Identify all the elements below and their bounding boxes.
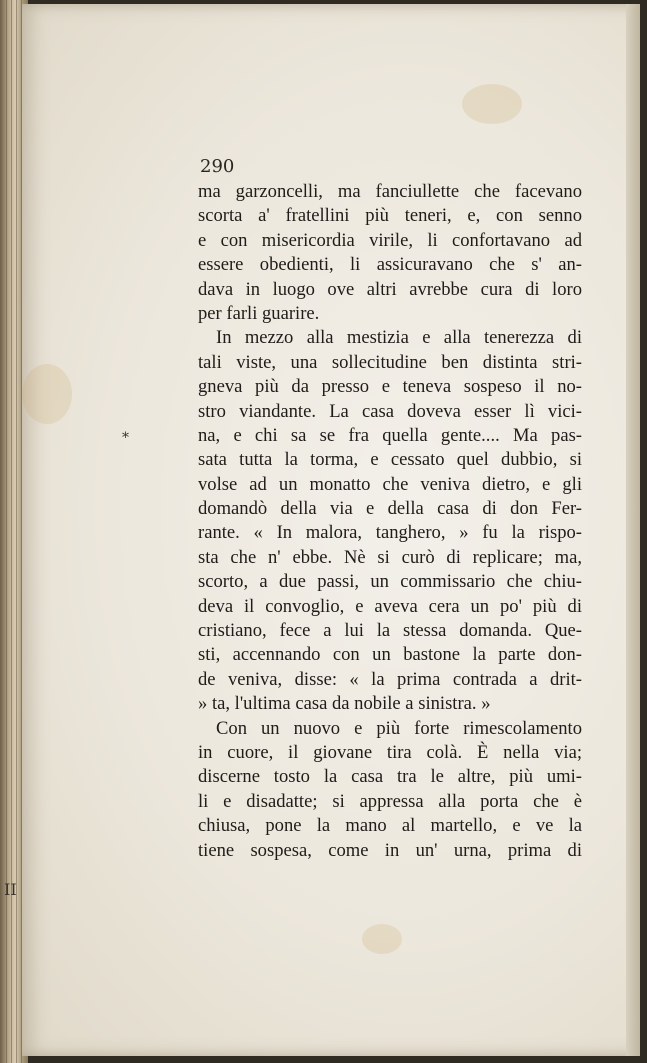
text-line: tiene sospesa, come in un' urna, prima di xyxy=(198,839,582,861)
text-line: In mezzo alla mestizia e alla tenerezza di xyxy=(216,327,582,349)
text-line: sta che n' ebbe. Nè si curò di replicare; ma, xyxy=(198,546,582,568)
text-line: sti, accennando con un bastone la parte don- xyxy=(198,644,582,666)
text-line: Con un nuovo e più forte rimescolamento xyxy=(216,717,582,739)
text-line: discerne tosto la casa tra le altre, più umi- xyxy=(198,766,582,788)
text-line: dava in luogo ove altri avrebbe cura di loro xyxy=(198,278,582,300)
text-line: stro viandante. La casa doveva esser lì vici- xyxy=(198,400,582,422)
text-line: deva il convoglio, e aveva cera un po' più di xyxy=(198,595,582,617)
text-line: li e disadatte; si appressa alla porta che è xyxy=(198,790,582,812)
text-line: in cuore, il giovane tira colà. È nella via; xyxy=(198,741,582,763)
text-line: scorto, a due passi, un commissario che chiu- xyxy=(198,571,582,593)
text-line: » ta, l'ultima casa da nobile a sinistra. » xyxy=(198,693,491,715)
text-line: essere obedienti, li assicuravano che s' an- xyxy=(198,254,582,276)
text-line: cristiano, fece a lui la stessa domanda. Que- xyxy=(198,620,582,642)
page-text xyxy=(198,180,582,863)
text-line: tali viste, una sollecitudine ben distinta stri- xyxy=(198,351,582,373)
text-line: volse ad un monatto che veniva dietro, e gli xyxy=(198,473,582,495)
text-line: rante. « In malora, tanghero, » fu la rispo- xyxy=(198,522,582,544)
text-line: e con misericordia virile, li confortavano ad xyxy=(198,229,582,251)
text-line: ma garzoncelli, ma fanciullette che facevano xyxy=(198,181,582,202)
margin-mark: II xyxy=(4,880,17,899)
text-line: per farli guarire. xyxy=(198,302,320,324)
text-line: sata tutta la torma, e cessato quel dubbio, si xyxy=(198,449,582,471)
text-line: na, e chi sa se fra quella gente.... Ma pas- xyxy=(198,424,582,446)
text-line: de veniva, disse: « la prima contrada a drit- xyxy=(198,668,582,690)
text-line: chiusa, pone la mano al martello, e ve la xyxy=(198,815,582,837)
text-line: domandò della via e della casa di don Fer- xyxy=(198,498,582,520)
text-line: scorta a' fratellini più teneri, e, con senno xyxy=(198,205,582,227)
text-line: gneva più da presso e teneva sospeso il no- xyxy=(198,376,582,398)
margin-asterisk: * xyxy=(122,430,129,446)
page-fold xyxy=(626,4,640,1056)
page-number: 290 xyxy=(200,156,235,177)
